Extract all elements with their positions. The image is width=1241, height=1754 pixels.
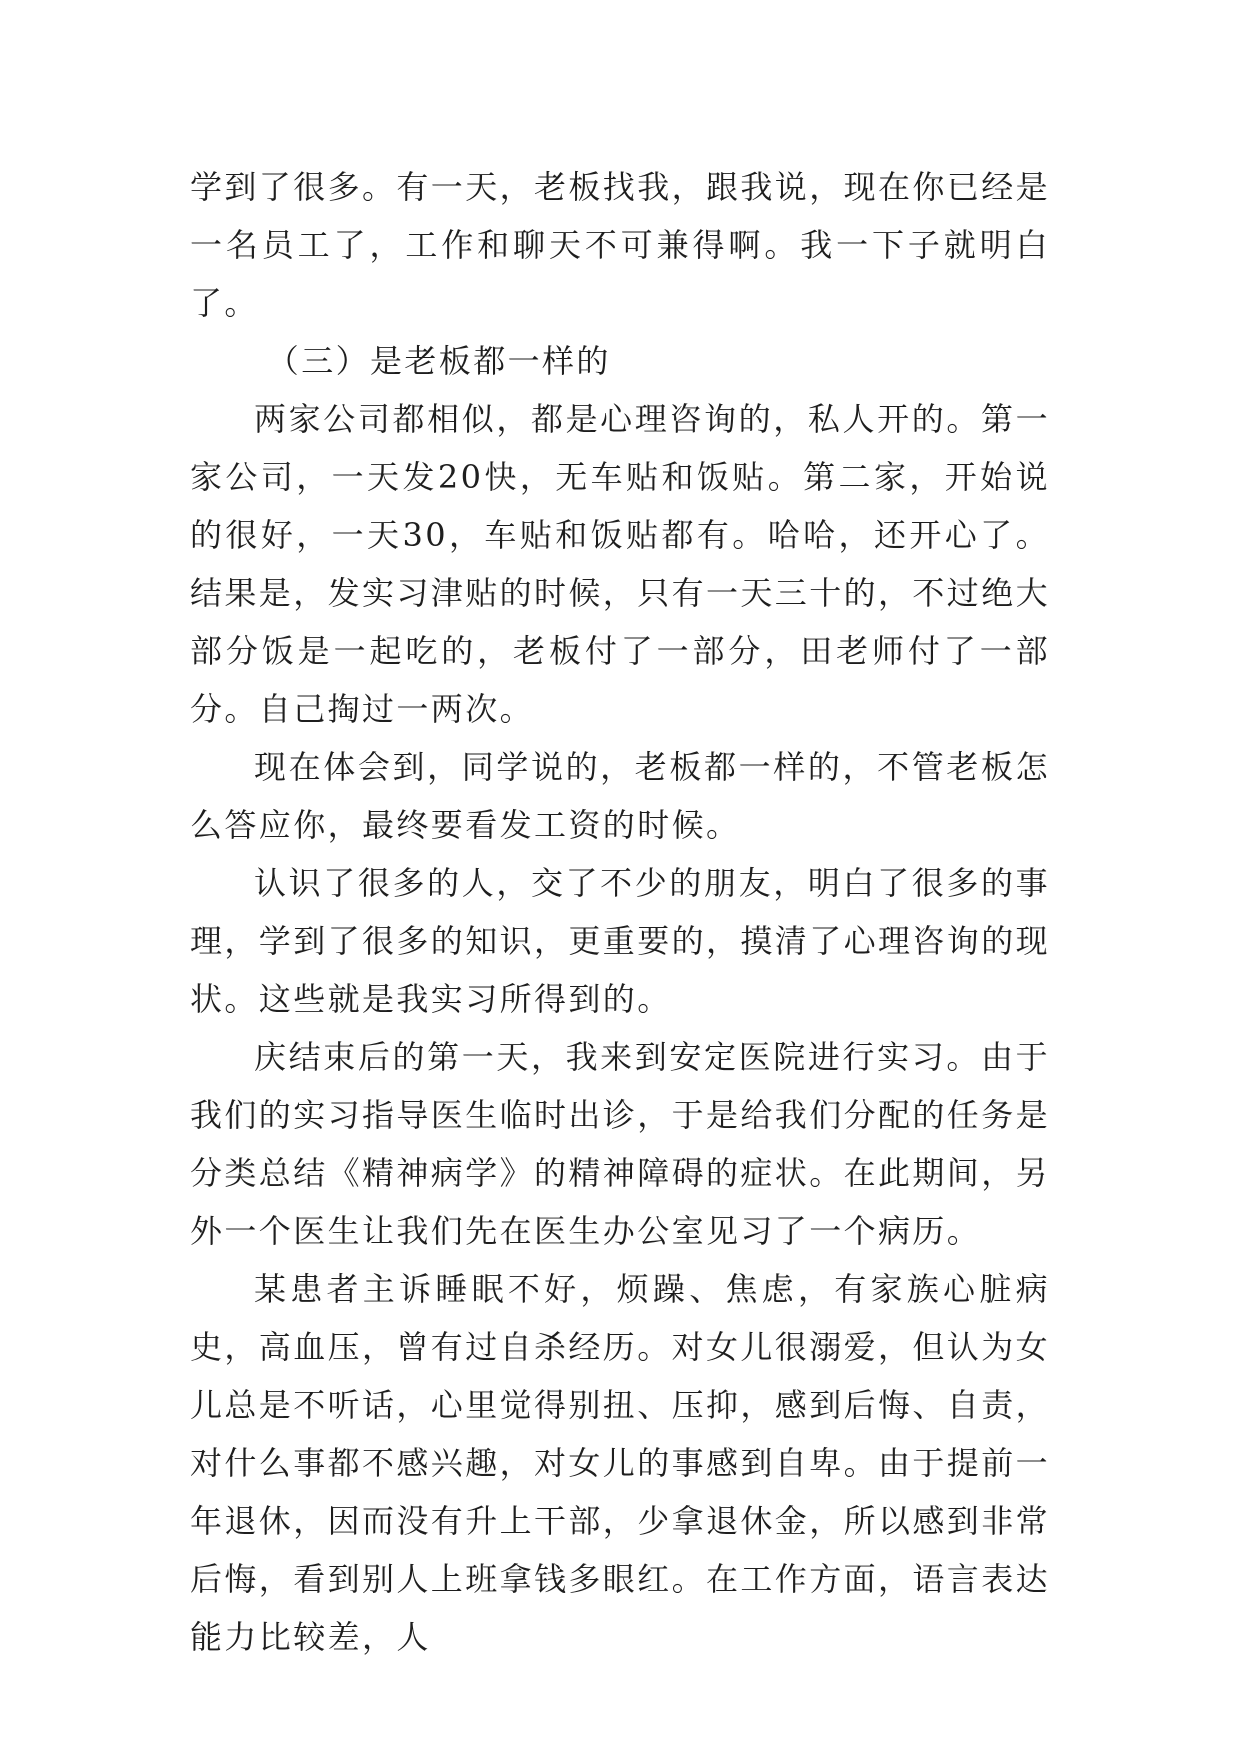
paragraph: 某患者主诉睡眠不好，烦躁、焦虑，有家族心脏病史，高血压，曾有过自杀经历。对女儿很溺爱，但认为女儿总是不听话，心里觉得别扭、压抑，感到后悔、自责，对什么事都不感兴趣，对女儿的事感到自卑。由于提前一年退休，因而没有升上干部，少拿退休金，所以感到非常后悔，看到别人上班拿钱多眼红。在工作方面，语言表达能力比较差，人 [190,1270,1051,1656]
paragraph: 庆结束后的第一天，我来到安定医院进行实习。由于我们的实习指导医生临时出诊，于是给我们分配的任务是分类总结《精神病学》的精神障碍的症状。在此期间，另外一个医生让我们先在医生办公室见习了一个病历。 [190,1038,1051,1250]
paragraph: 认识了很多的人，交了不少的朋友，明白了很多的事理，学到了很多的知识，更重要的，摸清了心理咨询的现状。这些就是我实习所得到的。 [190,864,1051,1018]
paragraph-continued: 学到了很多。有一天，老板找我，跟我说，现在你已经是一名员工了，工作和聊天不可兼得啊。我一下子就明白了。 [190,168,1051,322]
section-heading: （三）是老板都一样的 [266,342,611,380]
paragraph: 两家公司都相似，都是心理咨询的，私人开的。第一家公司，一天发20快，无车贴和饭贴。第二家，开始说的很好，一天30，车贴和饭贴都有。哈哈，还开心了。结果是，发实习津贴的时候，只有一天三十的，不过绝大部分饭是一起吃的，老板付了一部分，田老师付了一部分。自己掏过一两次。 [190,400,1051,728]
paragraph: 现在体会到，同学说的，老板都一样的，不管老板怎么答应你，最终要看发工资的时候。 [190,748,1050,844]
document-body [190,158,1050,1666]
